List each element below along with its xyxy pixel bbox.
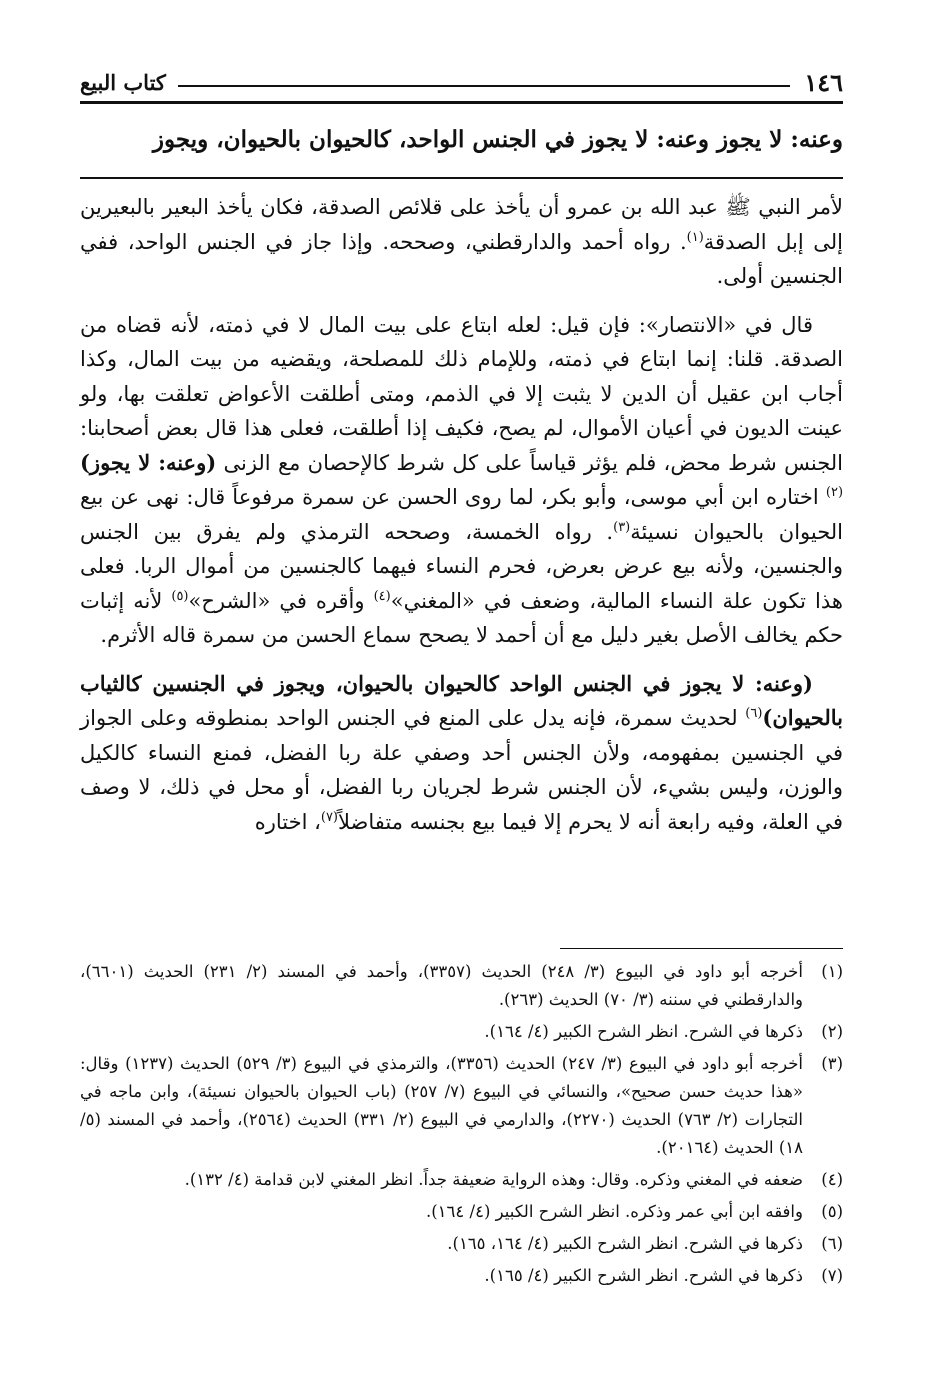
paragraph-2: قال في «الانتصار»: فإن قيل: لعله ابتاع على بيت المال لا في ذمته، لأنه قضاه من الصدقة. قلنا: إنما ابتاع في ذمته، وللإمام ذلك للمصلحة، ويقضيه من بيت المال، وكذا أجاب ابن عقيل أن الدين لا يثبت إلا في الذمم، ومتى أطلقت الأعواض تعلقت بها، ولو عينت الديون في أعيان الأموال، لم يصح، فكيف إذا أطلقت، فعلى هذا قال بعض أصحابنا: الجنس شرط محض، فلم يؤثر قياساً على كل شرط كالإحصان مع الزنى (وعنه: لا يجوز)$^{(٢)}$ اختاره ابن أبي موسى، وأبو بكر، لما روى الحسن عن سمرة مرفوعاً قال: نهى عن بيع الحيوان بالحيوان نسيئة$^{(٣)}$. رواه الخمسة، وصححه الترمذي ولم يفرق بين الجنس والجنسين، ولأنه بيع عرض بعرض، فحرم النساء فيهما كالجنسين من أموال الربا. فعلى هذا تكون علة النساء المالية، وضعف في «المغني»$^{(٤)}$ وأقره في «الشرح»$^{(٥)}$ لأنه إثبات حكم يخالف الأصل بغير دليل مع أن أحمد لا يصحح سماع الحسن من سمرة قاله الأثرم. bbox=[80, 312, 844, 647]
footnote-number: (١) bbox=[821, 962, 843, 981]
footnote-text: ضعفه في المغني وذكره. وقال: وهذه الرواية ضعيفة جداً. انظر المغني لابن قدامة (٤/ ١٣٢). bbox=[184, 1170, 803, 1189]
footnote-text: ذكرها في الشرح. انظر الشرح الكبير (٤/ ١٦٤). bbox=[484, 1022, 803, 1041]
footnote-number: (٦) bbox=[821, 1234, 843, 1253]
footnote bbox=[80, 1050, 843, 1162]
page-header bbox=[80, 62, 843, 102]
footnote-ref[interactable]: (٢) bbox=[825, 485, 844, 500]
footnote bbox=[80, 958, 843, 1014]
section-title: كتاب البيع bbox=[80, 69, 166, 95]
footnotes bbox=[80, 958, 843, 1294]
footnote bbox=[80, 1198, 843, 1226]
footnote bbox=[80, 1018, 843, 1046]
footnote bbox=[80, 1230, 843, 1258]
matn-quote: (وعنه: لا يجوز في الجنس الواحد كالحيوان بالحيوان، ويجوز في الجنسين كالثياب بالحيوان) bbox=[80, 670, 843, 730]
footnote bbox=[80, 1262, 843, 1290]
footnote-ref[interactable]: (٦) bbox=[745, 706, 763, 721]
page-number: ١٤٦ bbox=[804, 67, 843, 97]
footnote bbox=[80, 1166, 843, 1194]
footnote-ref[interactable]: (٣) bbox=[613, 519, 631, 535]
footnote-divider bbox=[560, 948, 843, 949]
footnote-number: (٥) bbox=[821, 1202, 843, 1221]
paragraph-3: (وعنه: لا يجوز في الجنس الواحد كالحيوان بالحيوان، ويجوز في الجنسين كالثياب بالحيوان)$^{(٦)}$ لحديث سمرة، فإنه يدل على المنع في الجنس الواحد بمنطوقه وعلى الجواز في الجنسين بمفهومه، ولأن الجنس أحد وصفي علة ربا الفضل، فمنع النساء كالكيل والوزن، وليس بشيء، لأن الجنس شرط لجريان ربا الفضل، أو محل في ذلك، لا وصف في العلة، وفيه رابعة أنه لا يحرم إلا فيما بيع بجنسه متفاضلاً$^{(٧)}$، اختاره bbox=[80, 670, 843, 834]
footnote-ref[interactable]: (٥) bbox=[171, 588, 189, 604]
header-rule bbox=[178, 85, 790, 87]
matn-text: وعنه: لا يجوز وعنه: لا يجوز في الجنس الواحد، كالحيوان بالحيوان، ويجوز bbox=[152, 126, 843, 153]
footnote-ref[interactable]: (٧) bbox=[320, 809, 338, 825]
footnote-number: (٧) bbox=[821, 1266, 843, 1285]
footnote-text: ذكرها في الشرح. انظر الشرح الكبير (٤/ ١٦٥). bbox=[484, 1266, 803, 1285]
footnote-number: (٣) bbox=[821, 1054, 843, 1073]
footnote-ref[interactable]: (١) bbox=[686, 229, 704, 245]
footnote-text: وافقه ابن أبي عمر وذكره. انظر الشرح الكبير (٤/ ١٦٤). bbox=[425, 1202, 803, 1221]
matn-quote: (وعنه: لا يجوز) bbox=[80, 449, 217, 475]
footnote-number: (٢) bbox=[821, 1022, 843, 1041]
matn-divider bbox=[80, 177, 843, 179]
footnote-text: ذكرها في الشرح. انظر الشرح الكبير (٤/ ١٦٤، ١٦٥). bbox=[447, 1234, 803, 1253]
commentary-body bbox=[80, 190, 843, 839]
footnote-number: (٤) bbox=[821, 1170, 843, 1189]
footnote-text: أخرجه أبو داود في البيوع (٣/ ٢٤٨) الحديث (٣٣٥٧)، وأحمد في المسند (٢/ ٢٣١) الحديث (٦٦٠١)، والدارقطني في سننه (٣/ ٧٠) الحديث (٢٦٣). bbox=[80, 962, 803, 1009]
footnote-text: أخرجه أبو داود في البيوع (٣/ ٢٤٧) الحديث (٣٣٥٦)، والترمذي في البيوع (٣/ ٥٢٩) الحديث (١٢٣٧) وقال: «هذا حديث حسن صحيح»، والنسائي في البيوع (٧/ ٢٥٧) (باب الحيوان بالحيوان نسيئة)، وابن ماجه في التجارات (٢/ ٧٦٣) الحديث (٢٢٧٠)، والدارمي في البيوع (٢/ ٣٣١) الحديث (٢٥٦٤)، وأحمد في المسند (٥/ ١٨) الحديث (٢٠١٦٤). bbox=[80, 1054, 803, 1157]
paragraph-1: لأمر النبي ﷺ عبد الله بن عمرو أن يأخذ على قلائص الصدقة، فكان يأخذ البعير بالبعيرين إلى إبل الصدقة$^{(١)}$. رواه أحمد والدارقطني، وصححه. وإذا جاز في الجنس الواحد، ففي الجنسين أولى. bbox=[80, 195, 844, 288]
footnote-ref[interactable]: (٤) bbox=[373, 588, 391, 604]
header-divider bbox=[80, 101, 843, 104]
